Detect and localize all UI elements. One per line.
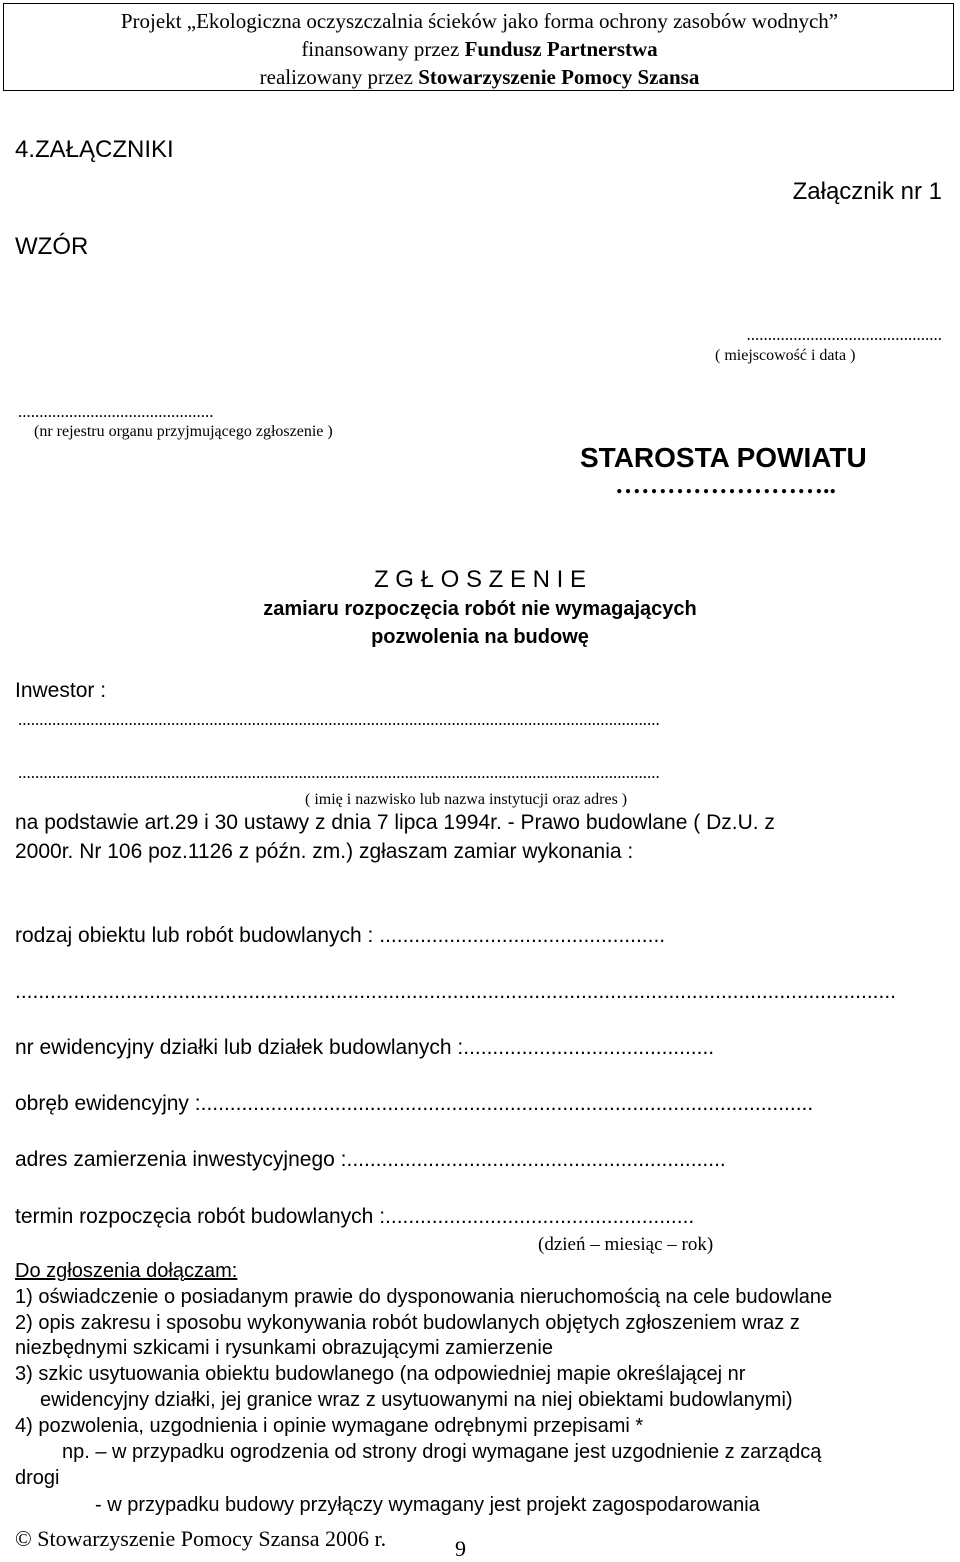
- field-plot-number-dots: ...........................................: [463, 1036, 715, 1059]
- field-investment-address-dots: .................................................................: [346, 1148, 726, 1171]
- header-box: [3, 3, 954, 91]
- investor-caption: ( imię i nazwisko lub nazwa instytucji oraz adres ): [305, 791, 628, 808]
- header-project-line: Projekt „Ekologiczna oczyszczalnia ścieków jako forma ochrony zasobów wodnych”: [120, 9, 839, 33]
- field-investment-address-label: adres zamierzenia inwestycyjnego :: [15, 1148, 347, 1171]
- section-title: 4.ZAŁĄCZNIKI: [15, 136, 174, 163]
- attachment-note-fence: np. – w przypadku ogrodzenia od strony drogi wymagane jest uzgodnienie z zarządcą: [62, 1441, 822, 1463]
- template-label: WZÓR: [15, 233, 89, 260]
- field-precinct-label: obręb ewidencyjny :: [15, 1092, 201, 1115]
- footer-copyright: © Stowarzyszenie Pomocy Szansa 2006 r.: [15, 1526, 387, 1551]
- field-precinct-dots: .........................................................................................................: [200, 1092, 814, 1115]
- investor-label: Inwestor :: [15, 679, 107, 702]
- attachments-heading: Do zgłoszenia dołączam:: [15, 1260, 238, 1282]
- header-funding-line: [4, 37, 955, 62]
- attachment-note-connections: - w przypadku budowy przyłączy wymagany jest projekt zagospodarowania: [95, 1494, 760, 1516]
- field-object-type: [15, 924, 665, 948]
- attachment-note-fence-continuation: drogi: [15, 1467, 60, 1489]
- field-plot-number: [15, 1036, 714, 1060]
- field-continuation-dots: .......................................................................................................................................................: [15, 980, 897, 1003]
- place-date-dots: ..............................................: [746, 325, 942, 344]
- legal-basis-line2: 2000r. Nr 106 poz.1126 z późn. zm.) zgłaszam zamiar wykonania :: [15, 840, 634, 863]
- attachment-item-1: 1) oświadczenie o posiadanym prawie do dysponowania nieruchomością na cele budowlane: [15, 1286, 833, 1308]
- field-object-type-dots: .................................................: [379, 924, 666, 947]
- attachment-item-2: 2) opis zakresu i sposobu wykonywania robót budowlanych objętych zgłoszeniem wraz z: [15, 1312, 800, 1334]
- field-object-type-label: rodzaj obiektu lub robót budowlanych :: [15, 924, 374, 947]
- attachment-item-4: 4) pozwolenia, uzgodnienia i opinie wymagane odrębnymi przepisami *: [15, 1415, 644, 1437]
- investor-dots-line1: .......................................................................................................................................................: [18, 710, 660, 729]
- legal-basis-line1: na podstawie art.29 i 30 ustawy z dnia 7 lipca 1994r. - Prawo budowlane ( Dz.U. z: [15, 811, 775, 834]
- register-caption: (nr rejestru organu przyjmującego zgłoszenie ): [34, 423, 333, 440]
- attachment-label: Załącznik nr 1: [792, 178, 942, 205]
- place-date-caption: ( miejscowość i data ): [715, 347, 856, 364]
- header-funding-prefix: finansowany przez: [301, 37, 465, 61]
- header-funding-name: Fundusz Partnerstwa: [464, 37, 658, 61]
- field-start-date: [15, 1205, 694, 1229]
- register-dots: ..............................................: [18, 402, 214, 421]
- date-caption: (dzień – miesiąc – rok): [538, 1234, 714, 1255]
- form-subtitle-line1: zamiaru rozpoczęcia robót nie wymagających: [263, 598, 697, 620]
- attachment-item-2-continuation: niezbędnymi szkicami i rysunkami obrazującymi zamierzenie: [15, 1337, 553, 1359]
- attachment-item-3: 3) szkic usytuowania obiektu budowlanego (na odpowiedniej mapie określającej nr: [15, 1363, 746, 1385]
- field-precinct: [15, 1092, 813, 1116]
- investor-dots-line2: .......................................................................................................................................................: [18, 763, 660, 782]
- field-investment-address: [15, 1148, 726, 1172]
- header-implementer-name: Stowarzyszenie Pomocy Szansa: [418, 65, 700, 89]
- header-implementer-prefix: realizowany przez: [259, 65, 419, 89]
- page-number: 9: [455, 1536, 466, 1561]
- field-object-type-continuation: [15, 980, 945, 1004]
- form-subtitle-line2: pozwolenia na budowę: [371, 626, 589, 648]
- form-title: Z G Ł O S Z E N I E: [373, 566, 587, 593]
- field-start-date-dots: .....................................................: [385, 1205, 695, 1228]
- field-start-date-label: termin rozpoczęcia robót budowlanych :: [15, 1205, 386, 1228]
- addressee-title: STAROSTA POWIATU: [580, 442, 867, 473]
- header-implementer-line: [4, 65, 955, 90]
- addressee-dots: ……………………..: [615, 470, 836, 499]
- field-plot-number-label: nr ewidencyjny działki lub działek budowlanych :: [15, 1036, 464, 1059]
- attachment-item-3-continuation: ewidencyjny działki, jej granice wraz z usytuowanymi na niej obiektami budowlanymi): [40, 1389, 793, 1411]
